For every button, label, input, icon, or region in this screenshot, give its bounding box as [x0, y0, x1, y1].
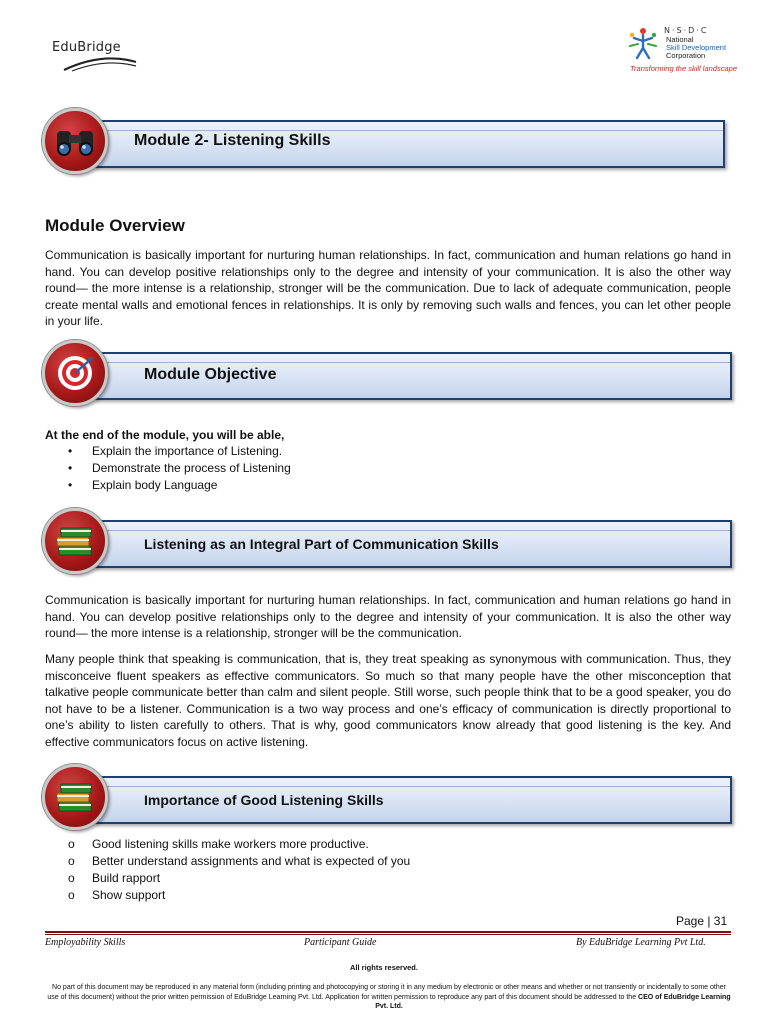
objective-list	[68, 443, 291, 494]
integral-paragraph-2: Many people think that speaking is communication, that is, they treat speaking as synonymous with communication. Thus, they misconceive fluent speakers as effective communicators. So much so that many people have the other misconception that talkative people communicate better than calm and silent people. Still worse, such people think that to be a good speaker, you do not have to be a listener. Communication is a two way process and one’s efficacy of communication is directly proportional to one’s ability to listen carefully to others. That is why, good communicators know already that good listening is the key. And effective communicators focus on active listening.	[45, 652, 731, 749]
page-number: Page | 31	[676, 914, 728, 928]
nsdc-abbr: N·S·D·C	[664, 26, 709, 35]
list-item: o Good listening skills make workers more productive.	[68, 837, 369, 851]
nsdc-tagline: Transforming the skill landscape	[630, 64, 737, 73]
books-icon	[42, 508, 108, 574]
target-icon	[42, 340, 108, 406]
module-title: Module 2- Listening Skills	[134, 132, 331, 149]
footer-right: By EduBridge Learning Pvt Ltd.	[576, 937, 706, 948]
footer-rule	[45, 931, 731, 933]
footer-rule-thin	[45, 934, 731, 935]
list-item: • Explain the importance of Listening.	[68, 444, 283, 458]
copyright-notice: No part of this document may be reproduced in any material form (including printing and photocopying or storing it in any medium by electronic or other means and whether or not transiently or incidentally to some other use of this document) without the prior written permission of EduBridge Learning Pvt. Ltd. Application for written permission to reproduce any part of this document should be addressed to the CEO of EduBridge Learning Pvt. Ltd.	[47, 984, 731, 1010]
rights-reserved: All rights reserved.	[350, 963, 418, 972]
objective-banner	[42, 340, 732, 406]
list-item: • Demonstrate the process of Listening	[68, 461, 291, 475]
importance-title: Importance of Good Listening Skills	[144, 792, 384, 808]
module-title-banner	[42, 108, 725, 174]
list-item: o Build rapport	[68, 871, 161, 885]
nsdc-line-1: National	[666, 35, 694, 44]
overview-paragraph: Communication is basically important for nurturing human relationships. In fact, communication and human relations go hand in hand. You can develop positive relationships only to the degree and intensity of your communication. It is also the other way round— the more intense is a relationship, stronger will be the communication. Due to lack of adequate communication, people create mental walls and emotional fences in relationships. It is only by removing such walls and fences, you can let other people in your life.	[45, 248, 731, 328]
footer-center: Participant Guide	[304, 937, 377, 948]
integral-title: Listening as an Integral Part of Communication Skills	[144, 536, 499, 552]
nsdc-logo	[626, 24, 737, 74]
list-item: o Show support	[68, 888, 166, 902]
binoculars-icon	[42, 108, 108, 174]
importance-list	[68, 836, 410, 904]
integral-paragraph-1: Communication is basically important for nurturing human relationships. In fact, communication and human relations go hand in hand. You can develop positive relationships only to the degree and intensity of your communication. It is also the other way round— the more intense is a relationship, stronger will be the communication.	[45, 593, 731, 640]
edubridge-logo-text: EduBridge	[52, 40, 121, 55]
nsdc-line-2: Skill Development	[666, 43, 727, 52]
objective-lead: At the end of the module, you will be able,	[45, 428, 285, 442]
books-icon	[42, 764, 108, 830]
overview-heading: Module Overview	[45, 216, 185, 235]
objective-title: Module Objective	[144, 366, 277, 383]
list-item: • Explain body Language	[68, 478, 218, 492]
people-icon	[626, 26, 660, 60]
integral-banner	[42, 508, 732, 574]
nsdc-line-3: Corporation	[666, 51, 706, 60]
edubridge-logo	[52, 40, 142, 72]
list-item: o Better understand assignments and what is expected of you	[68, 854, 411, 868]
swoosh-icon	[62, 54, 138, 72]
footer-left: Employability Skills	[45, 937, 126, 948]
importance-banner	[42, 764, 732, 830]
